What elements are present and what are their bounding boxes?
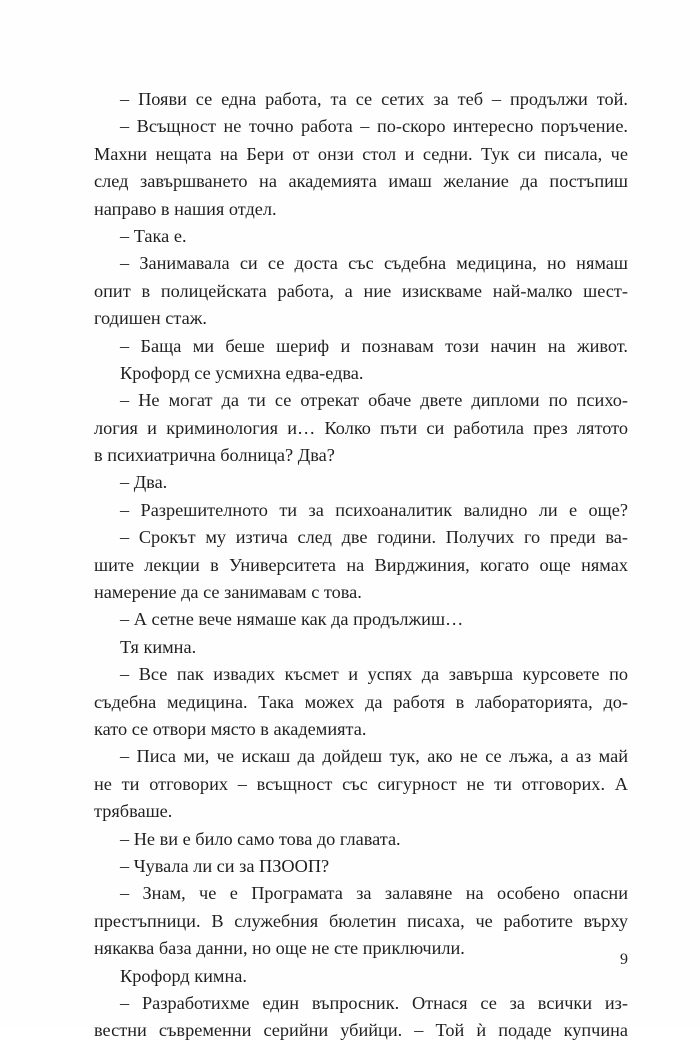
text-line: – Всъщност не точно работа – по-скоро интересно поръчение. bbox=[120, 116, 628, 137]
text-line: престъпници. В служебния бюлетин писаха, че работите върху bbox=[94, 910, 628, 931]
text-line: – Появи се една работа, та се сетих за теб – продължи той. bbox=[120, 89, 628, 109]
text-line: Махни нещата на Бери от онзи стол и седни. Тук си писала, че bbox=[94, 143, 628, 164]
text-line: някаква база данни, но още не сте приключили. bbox=[94, 938, 465, 959]
text-line: трябваше. bbox=[94, 801, 173, 822]
text-line: съдебна медицина. Така можех да работя в лабораторията, до- bbox=[94, 691, 628, 712]
text-line: – Срокът му изтича след две години. Получих го преди ва- bbox=[120, 527, 628, 548]
text-line: Крофорд кимна. bbox=[120, 965, 247, 986]
text-line: шите лекции в Университета на Вирджиния, когато още нямах bbox=[94, 554, 628, 575]
text-line: – Така е. bbox=[120, 225, 187, 246]
text-line: – Знам, че е Програмата за залавяне на особено опасни bbox=[120, 883, 628, 904]
text-line: – Разработихме един въпросник. Отнася се за всички из- bbox=[120, 992, 628, 1013]
text-line: – Чувала ли си за ПЗООП? bbox=[120, 855, 330, 876]
text-line: опит в полицейската работа, а ние изискваме най-малко шест- bbox=[94, 280, 628, 301]
text-line: – Занимавала си се доста със съдебна медицина, но нямаш bbox=[120, 253, 628, 274]
text-line: логия и криминология и… Колко пъти си работила през лятото bbox=[94, 417, 628, 438]
text-line: – Баща ми беше шериф и познавам този начин на живот. bbox=[120, 335, 628, 356]
text-line: – Разрешителното ти за психоаналитик валидно ли е още? bbox=[120, 499, 628, 520]
text-line: вестни съвременни серийни убийци. – Той ѝ подаде купчина bbox=[94, 1020, 628, 1041]
text-line: – Не ви е било само това до главата. bbox=[120, 828, 401, 849]
text-line: – А сетне вече нямаше как да продължиш… bbox=[120, 609, 464, 630]
text-line: – Все пак извадих късмет и успях да завърша курсовете по bbox=[120, 664, 628, 685]
text-line: в психиатрична болница? Два? bbox=[94, 445, 335, 466]
text-line: – Не могат да ти се отрекат обаче двете дипломи по психо- bbox=[120, 390, 628, 411]
text-line: намерение да се занимавам с това. bbox=[94, 582, 362, 603]
text-line: като се отвори място в академията. bbox=[94, 718, 367, 739]
text-line: след завършването на академията имаш желание да постъпиш bbox=[94, 171, 628, 192]
text-line: Крофорд се усмихна едва-едва. bbox=[120, 362, 364, 383]
text-line: Тя кимна. bbox=[120, 636, 197, 657]
text-line: направо в нашия отдел. bbox=[94, 198, 277, 219]
text-line: – Два. bbox=[120, 472, 168, 493]
page-number: 9 bbox=[620, 951, 628, 968]
text-line: годишен стаж. bbox=[94, 308, 207, 329]
text-line: – Писа ми, че искаш да дойдеш тук, ако не се лъжа, а аз май bbox=[120, 746, 628, 767]
text-line: не ти отговорих – всъщност със сигурност не ти отговорих. А bbox=[94, 773, 628, 794]
body-text bbox=[94, 86, 628, 1045]
